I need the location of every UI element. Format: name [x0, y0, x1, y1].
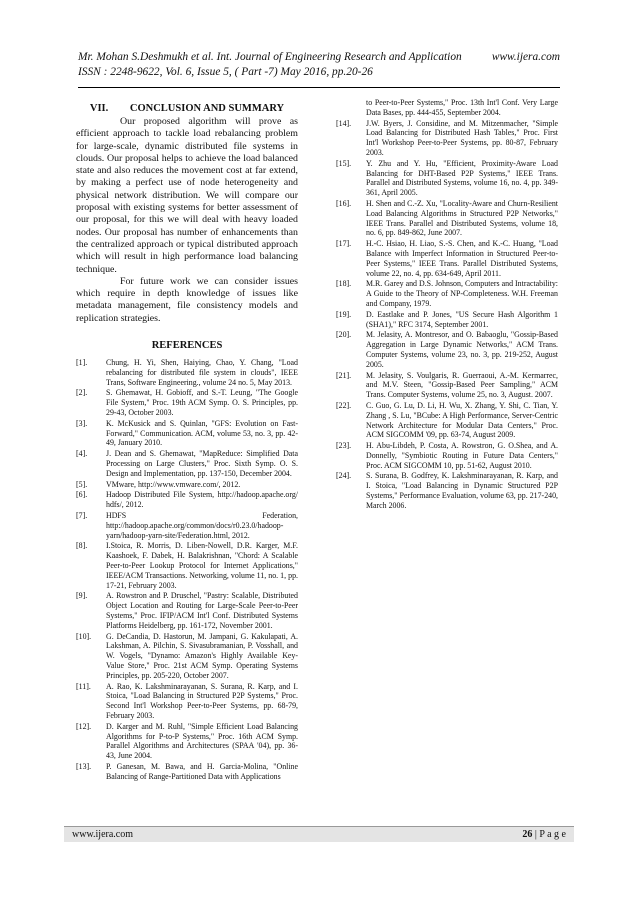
reference-number: [24].	[336, 471, 352, 481]
reference-item	[336, 471, 558, 510]
reference-text: C. Guo, G. Lu, D. Li, H. Wu, X. Zhang, Y. Shi, C. Tian, Y. Zhang , S. Lu, "BCube: A High Performance, Server-Centric Network Architecture for Modular Data Centers," Proc. ACM SIGCOMM '09, pp. 63-74, August 2009.	[366, 400, 558, 440]
reference-item	[336, 401, 558, 440]
reference-item	[76, 511, 298, 540]
reference-number: [15].	[336, 158, 352, 168]
reference-item	[336, 330, 558, 369]
reference-text: D. Karger and M. Ruhl, "Simple Efficient Load Balancing Algorithms for P-to-P Systems," Proc. 16th ACM Symp. Parallel Algorithms and Architectures (SPAA '04), pp. 36-43, June 2004.	[106, 721, 298, 761]
left-column	[76, 98, 298, 783]
page-number: 26 | P a g e	[522, 829, 566, 840]
header-divider	[78, 87, 560, 88]
reference-item	[76, 541, 298, 590]
reference-number: [3].	[76, 418, 88, 428]
journal-url[interactable]: www.ijera.com	[491, 51, 560, 63]
reference-item	[76, 449, 298, 478]
reference-item	[336, 159, 558, 198]
journal-citation: Mr. Mohan S.Deshmukh et al. Int. Journal of Engineering Research and Application	[78, 51, 462, 63]
reference-number: [20].	[336, 330, 352, 340]
reference-item	[336, 371, 558, 400]
reference-text: P. Ganesan, M. Bawa, and H. Garcia-Molina, "Online Balancing of Range-Partitioned Data with Applications	[106, 761, 298, 781]
reference-item	[336, 239, 558, 278]
reference-text: HDFS Federation, http://hadoop.apache.org/common/docs/r0.23.0/hadoop-yarn/hadoop-yarn-site/Federation.html, 2012.	[106, 511, 298, 540]
reference-text: H. Abu-Libdeh, P. Costa, A. Rowstron, G. O.Shea, and A. Donnelly, "Symbiotic Routing in Future Data Centers," Proc. ACM SIGCOMM 10, pp. 51-62, August 2010.	[366, 441, 558, 470]
conclusion-paragraph-2: For future work we can consider issues which require in depth knowledge of issues like metadata management, file consistency models and replication strategies.	[76, 275, 298, 324]
reference-number: [9].	[76, 591, 88, 601]
reference-number: [19].	[336, 309, 352, 319]
reference-text: D. Eastlake and P. Jones, "US Secure Hash Algorithm 1 (SHA1)," RFC 3174, September 2001.	[366, 309, 558, 329]
section-title: CONCLUSION AND SUMMARY	[129, 103, 285, 114]
right-column	[336, 98, 558, 512]
reference-number: [17].	[336, 239, 352, 249]
reference-item	[76, 682, 298, 721]
reference-number: [22].	[336, 400, 352, 410]
reference-item	[76, 722, 298, 761]
reference-text: A. Rowstron and P. Druschel, "Pastry: Scalable, Distributed Object Location and Routing for Large-Scale Peer-to-Peer Systems," Proc. IFIP/ACM Int'l Conf. Distributed Systems Platforms Heidelberg, pp. 161-172, November 2001.	[106, 591, 298, 630]
reference-number: [5].	[76, 479, 88, 489]
reference-text: Y. Zhu and Y. Hu, "Efficient, Proximity-Aware Load Balancing for DHT-Based P2P Systems," IEEE Trans. Parallel and Distributed Systems, volume 16, no. 4, pp. 349-361, April 2005.	[366, 158, 558, 198]
references-list-right	[336, 119, 558, 511]
reference-item	[336, 441, 558, 470]
reference-item	[76, 632, 298, 681]
reference-item	[76, 490, 298, 510]
section-number: VII.	[89, 103, 109, 114]
reference-number: [8].	[76, 541, 88, 551]
issn-line: ISSN : 2248-9622, Vol. 6, Issue 5, ( Part -7) May 2016, pp.20-26	[78, 66, 373, 78]
reference-number: [2].	[76, 388, 88, 398]
reference-text: A. Rao, K. Lakshminarayanan, S. Surana, R. Karp, and I. Stoica, "Load Balancing in Structured P2P Systems," Proc. Second Int'l Workshop Peer-to-Peer Systems, pp. 68-79, February 2003.	[106, 681, 298, 720]
page-footer	[64, 826, 574, 842]
reference-number: [18].	[336, 279, 352, 289]
reference-text: M. Jelasity, S. Voulgaris, R. Guerraoui, A.-M. Kermarrec, and M.V. Steen, "Gossip-Based Peer Sampling," ACM Trans. Computer Systems, volume 25, no. 3, August. 2007.	[366, 370, 558, 400]
reference-text: H.-C. Hsiao, H. Liao, S.-S. Chen, and K.-C. Huang, "Load Balance with Imperfect Information in Structured Peer-to-Peer Systems," IEEE Trans. Parallel Distributed Systems, volume 22, no. 4, pp. 634-649, April 2011.	[366, 239, 558, 278]
reference-text: S. Surana, B. Godfrey, K. Lakshminarayanan, R. Karp, and I. Stoica, "Load Balancing in Dynamic Structured P2P Systems," Performance Evaluation, volume 63, pp. 217-240, March 2006.	[366, 471, 558, 510]
reference-number: [21].	[336, 370, 352, 380]
reference-number: [1].	[76, 358, 88, 368]
reference-number: [16].	[336, 198, 352, 208]
reference-text: H. Shen and C.-Z. Xu, "Locality-Aware and Churn-Resilient Load Balancing Algorithms in Structured P2P Networks," IEEE Trans. Parallel and Distributed Systems, volume 18, no. 6, pp. 849-862, June 2007.	[366, 198, 558, 238]
reference-item	[76, 358, 298, 387]
reference-number: [7].	[76, 511, 88, 520]
reference-number: [13].	[76, 761, 92, 771]
reference-number: [14].	[336, 118, 352, 128]
reference-number: [6].	[76, 490, 88, 500]
references-heading: REFERENCES	[151, 340, 223, 352]
reference-text: G. DeCandia, D. Hastorun, M. Jampani, G. Kakulapati, A. Lakshman, A. Pilchin, S. Sivasubramanian, P. Vosshall, and W. Vogels, "Dynamo: Amazon's Highly Available Key-Value Store," Proc. 21st ACM Symp. Operating Systems Principles, pp. 205-220, October 2007.	[106, 631, 298, 680]
reference-text: I.Stoica, R. Morris, D. Liben-Nowell, D.R. Karger, M.F. Kaashoek, F. Dabek, H. Balakrishnan, "Chord: A Scalable Peer-to-Peer Lookup Protocol for Internet Applications," IEEE/ACM Transactions. Networking, volume 11, no. 1, pp. 17-21, February 2003.	[106, 541, 298, 590]
reference-text: M. Jelasity, A. Montresor, and O. Babaoglu, "Gossip-Based Aggregation in Large Dynamic Networks," ACM Trans. Computer Systems, volume 23, no. 3, pp. 219-252, August 2005.	[366, 330, 558, 369]
reference-number: [11].	[76, 681, 91, 691]
reference-text: J. Dean and S. Ghemawat, "MapReduce: Simplified Data Processing on Large Clusters," Proc. Sixth Symp. O. S. Design and Implementation, pp. 137-150, December 2004.	[106, 449, 298, 478]
section-heading	[76, 102, 298, 115]
reference-text: S. Ghemawat, H. Gobioff, and S.-T. Leung, "The Google File System," Proc. 19th ACM Symp. O. S. Principles, pp. 29-43, October 2003.	[106, 388, 298, 418]
reference-item	[76, 762, 298, 782]
reference-item	[336, 279, 558, 308]
reference-text: VMware, http://www.vmware.com/, 2012.	[106, 479, 241, 489]
reference-text: Hadoop Distributed File System, http://hadoop.apache.org/ hdfs/, 2012.	[106, 490, 298, 510]
reference-item	[336, 310, 558, 330]
reference-text: K. McKusick and S. Quinlan, "GFS: Evolution on Fast-Forward," Communication. ACM, volume 53, no. 3, pp. 42-49, January 2010.	[106, 418, 298, 448]
reference-item	[336, 119, 558, 158]
reference-item	[76, 480, 298, 490]
references-list-left	[76, 358, 298, 781]
running-header	[78, 50, 560, 80]
reference-item	[76, 591, 298, 630]
reference-item	[76, 388, 298, 417]
footer-url[interactable]: www.ijera.com	[72, 829, 133, 840]
reference-text: Chung, H. Yi, Shen, Haiying, Chao, Y. Chang, "Load rebalancing for distributed file system in clouds", IEEE Trans, Software Engineering., volume 24 no. 5, May 2013.	[106, 358, 298, 387]
reference-13-continuation: to Peer-to-Peer Systems," Proc. 13th Int'l Conf. Very Large Data Bases, pp. 444-455, September 2004.	[366, 98, 558, 117]
reference-number: [10].	[76, 631, 92, 641]
reference-item	[336, 199, 558, 238]
reference-number: [4].	[76, 449, 88, 459]
reference-number: [23].	[336, 441, 352, 451]
reference-text: J.W. Byers, J. Considine, and M. Mitzenmacher, "Simple Load Balancing for Distributed Hash Tables," Proc. First Int'l Workshop Peer-to-Peer Systems, pp. 80-87, February 2003.	[366, 118, 558, 157]
reference-text: M.R. Garey and D.S. Johnson, Computers and Intractability: A Guide to the Theory of NP-Completeness. W.H. Freeman and Company, 1979.	[366, 279, 558, 308]
conclusion-paragraph-1: Our proposed algorithm will prove as efficient approach to tackle load rebalancing problem for large-scale, dynamic distributed file systems in clouds. Our proposal helps to achieve the load balanced state and also reduces the movement cost at far extend, by making a perfect use of node heterogeneity and physical network distribution. We will compare our proposal with existing systems for better assessment of our proposal, for this we will deal with heavy loaded nodes. Our proposal has number of enhancements than the centralized approach or typical distributed approach which will result in high performance load balancing technique.	[76, 116, 298, 275]
reference-number: [12].	[76, 721, 92, 731]
reference-item	[76, 419, 298, 448]
